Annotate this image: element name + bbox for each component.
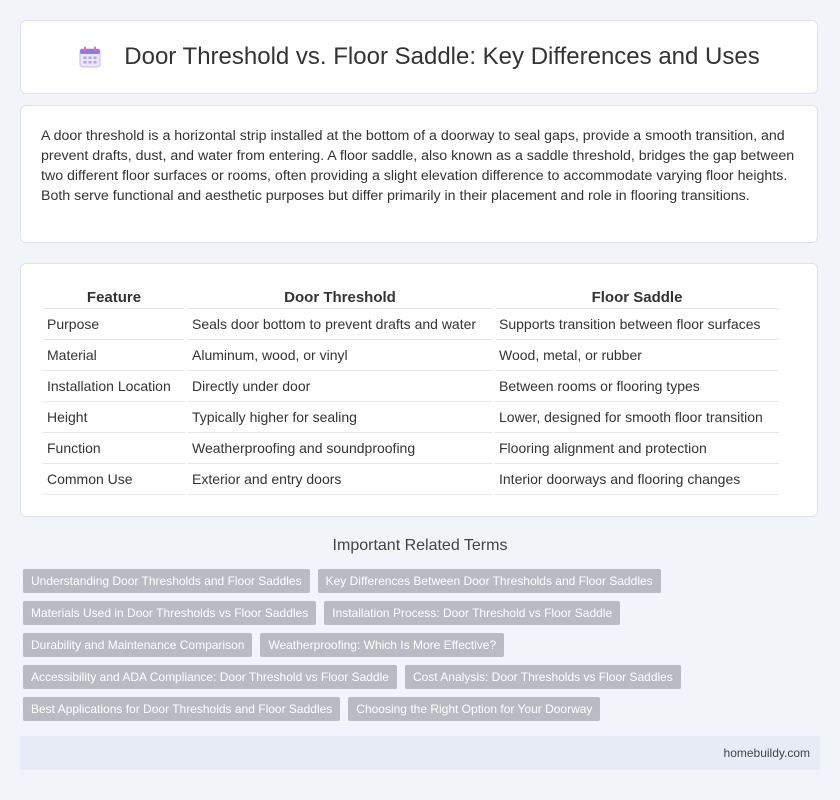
related-term-tag[interactable]: Understanding Door Thresholds and Floor Saddles [23, 569, 310, 593]
table-cell-floor-saddle: Lower, designed for smooth floor transition [495, 402, 779, 433]
related-term-tag[interactable]: Weatherproofing: Which Is More Effective? [260, 633, 504, 657]
table-cell-floor-saddle: Between rooms or flooring types [495, 371, 779, 402]
table-row [43, 402, 779, 433]
table-row [43, 433, 779, 464]
related-term-tag[interactable]: Key Differences Between Door Thresholds and Floor Saddles [318, 569, 661, 593]
table-cell-door-threshold: Seals door bottom to prevent drafts and water [188, 309, 492, 340]
table-row [43, 371, 779, 402]
table-cell-feature: Function [43, 433, 185, 464]
table-cell-feature: Common Use [43, 464, 185, 495]
table-cell-floor-saddle: Supports transition between floor surfaces [495, 309, 779, 340]
title-wrap [78, 43, 759, 71]
table-cell-door-threshold: Typically higher for sealing [188, 402, 492, 433]
related-term-tag[interactable]: Cost Analysis: Door Thresholds vs Floor Saddles [405, 665, 681, 689]
related-term-tag[interactable]: Installation Process: Door Threshold vs Floor Saddle [324, 601, 620, 625]
table-cell-feature: Height [43, 402, 185, 433]
table-cell-floor-saddle: Interior doorways and flooring changes [495, 464, 779, 495]
table-cell-door-threshold: Aluminum, wood, or vinyl [188, 340, 492, 371]
tag-row [23, 633, 723, 657]
table-cell-door-threshold: Exterior and entry doors [188, 464, 492, 495]
related-terms-title: Important Related Terms [332, 537, 508, 554]
intro-paragraph: A door threshold is a horizontal strip installed at the bottom of a doorway to seal gaps, provide a smooth transition, and prevent drafts, dust, and water from entering. A floor saddle, also known as a saddle threshold, bridges the gap between two different floor surfaces or rooms, often providing a slight elevation difference to accommodate varying floor heights. Both serve functional and aesthetic purposes but differ primarily in their placement and role in flooring transitions. [41, 128, 795, 204]
related-term-tag[interactable]: Best Applications for Door Thresholds and Floor Saddles [23, 697, 340, 721]
related-term-tag[interactable]: Accessibility and ADA Compliance: Door Threshold vs Floor Saddle [23, 665, 397, 689]
related-terms-list [23, 569, 723, 729]
table-row [43, 464, 779, 495]
tag-row [23, 697, 723, 721]
table-row [43, 309, 779, 340]
tag-row [23, 569, 723, 593]
related-term-tag[interactable]: Materials Used in Door Thresholds vs Floor Saddles [23, 601, 316, 625]
tag-row [23, 665, 723, 689]
table-header-row [43, 286, 779, 309]
column-header-floor-saddle: Floor Saddle [495, 286, 779, 309]
comparison-table-card [20, 263, 818, 517]
table-row [43, 340, 779, 371]
related-term-tag[interactable]: Durability and Maintenance Comparison [23, 633, 252, 657]
related-term-tag[interactable]: Choosing the Right Option for Your Doorway [348, 697, 600, 721]
table-cell-door-threshold: Directly under door [188, 371, 492, 402]
table-cell-feature: Material [43, 340, 185, 371]
footer [20, 736, 820, 770]
table-cell-door-threshold: Weatherproofing and soundproofing [188, 433, 492, 464]
header-card [20, 20, 818, 94]
column-header-feature: Feature [43, 286, 185, 309]
table-cell-feature: Installation Location [43, 371, 185, 402]
page-title: Door Threshold vs. Floor Saddle: Key Differences and Uses [124, 43, 760, 70]
intro-card [20, 105, 818, 243]
tag-row [23, 601, 723, 625]
table-cell-floor-saddle: Wood, metal, or rubber [495, 340, 779, 371]
comparison-table [40, 286, 782, 495]
table-cell-feature: Purpose [43, 309, 185, 340]
calendar-icon [78, 45, 102, 69]
table-cell-floor-saddle: Flooring alignment and protection [495, 433, 779, 464]
footer-site-name[interactable]: homebuildy.com [723, 746, 810, 760]
column-header-door-threshold: Door Threshold [188, 286, 492, 309]
